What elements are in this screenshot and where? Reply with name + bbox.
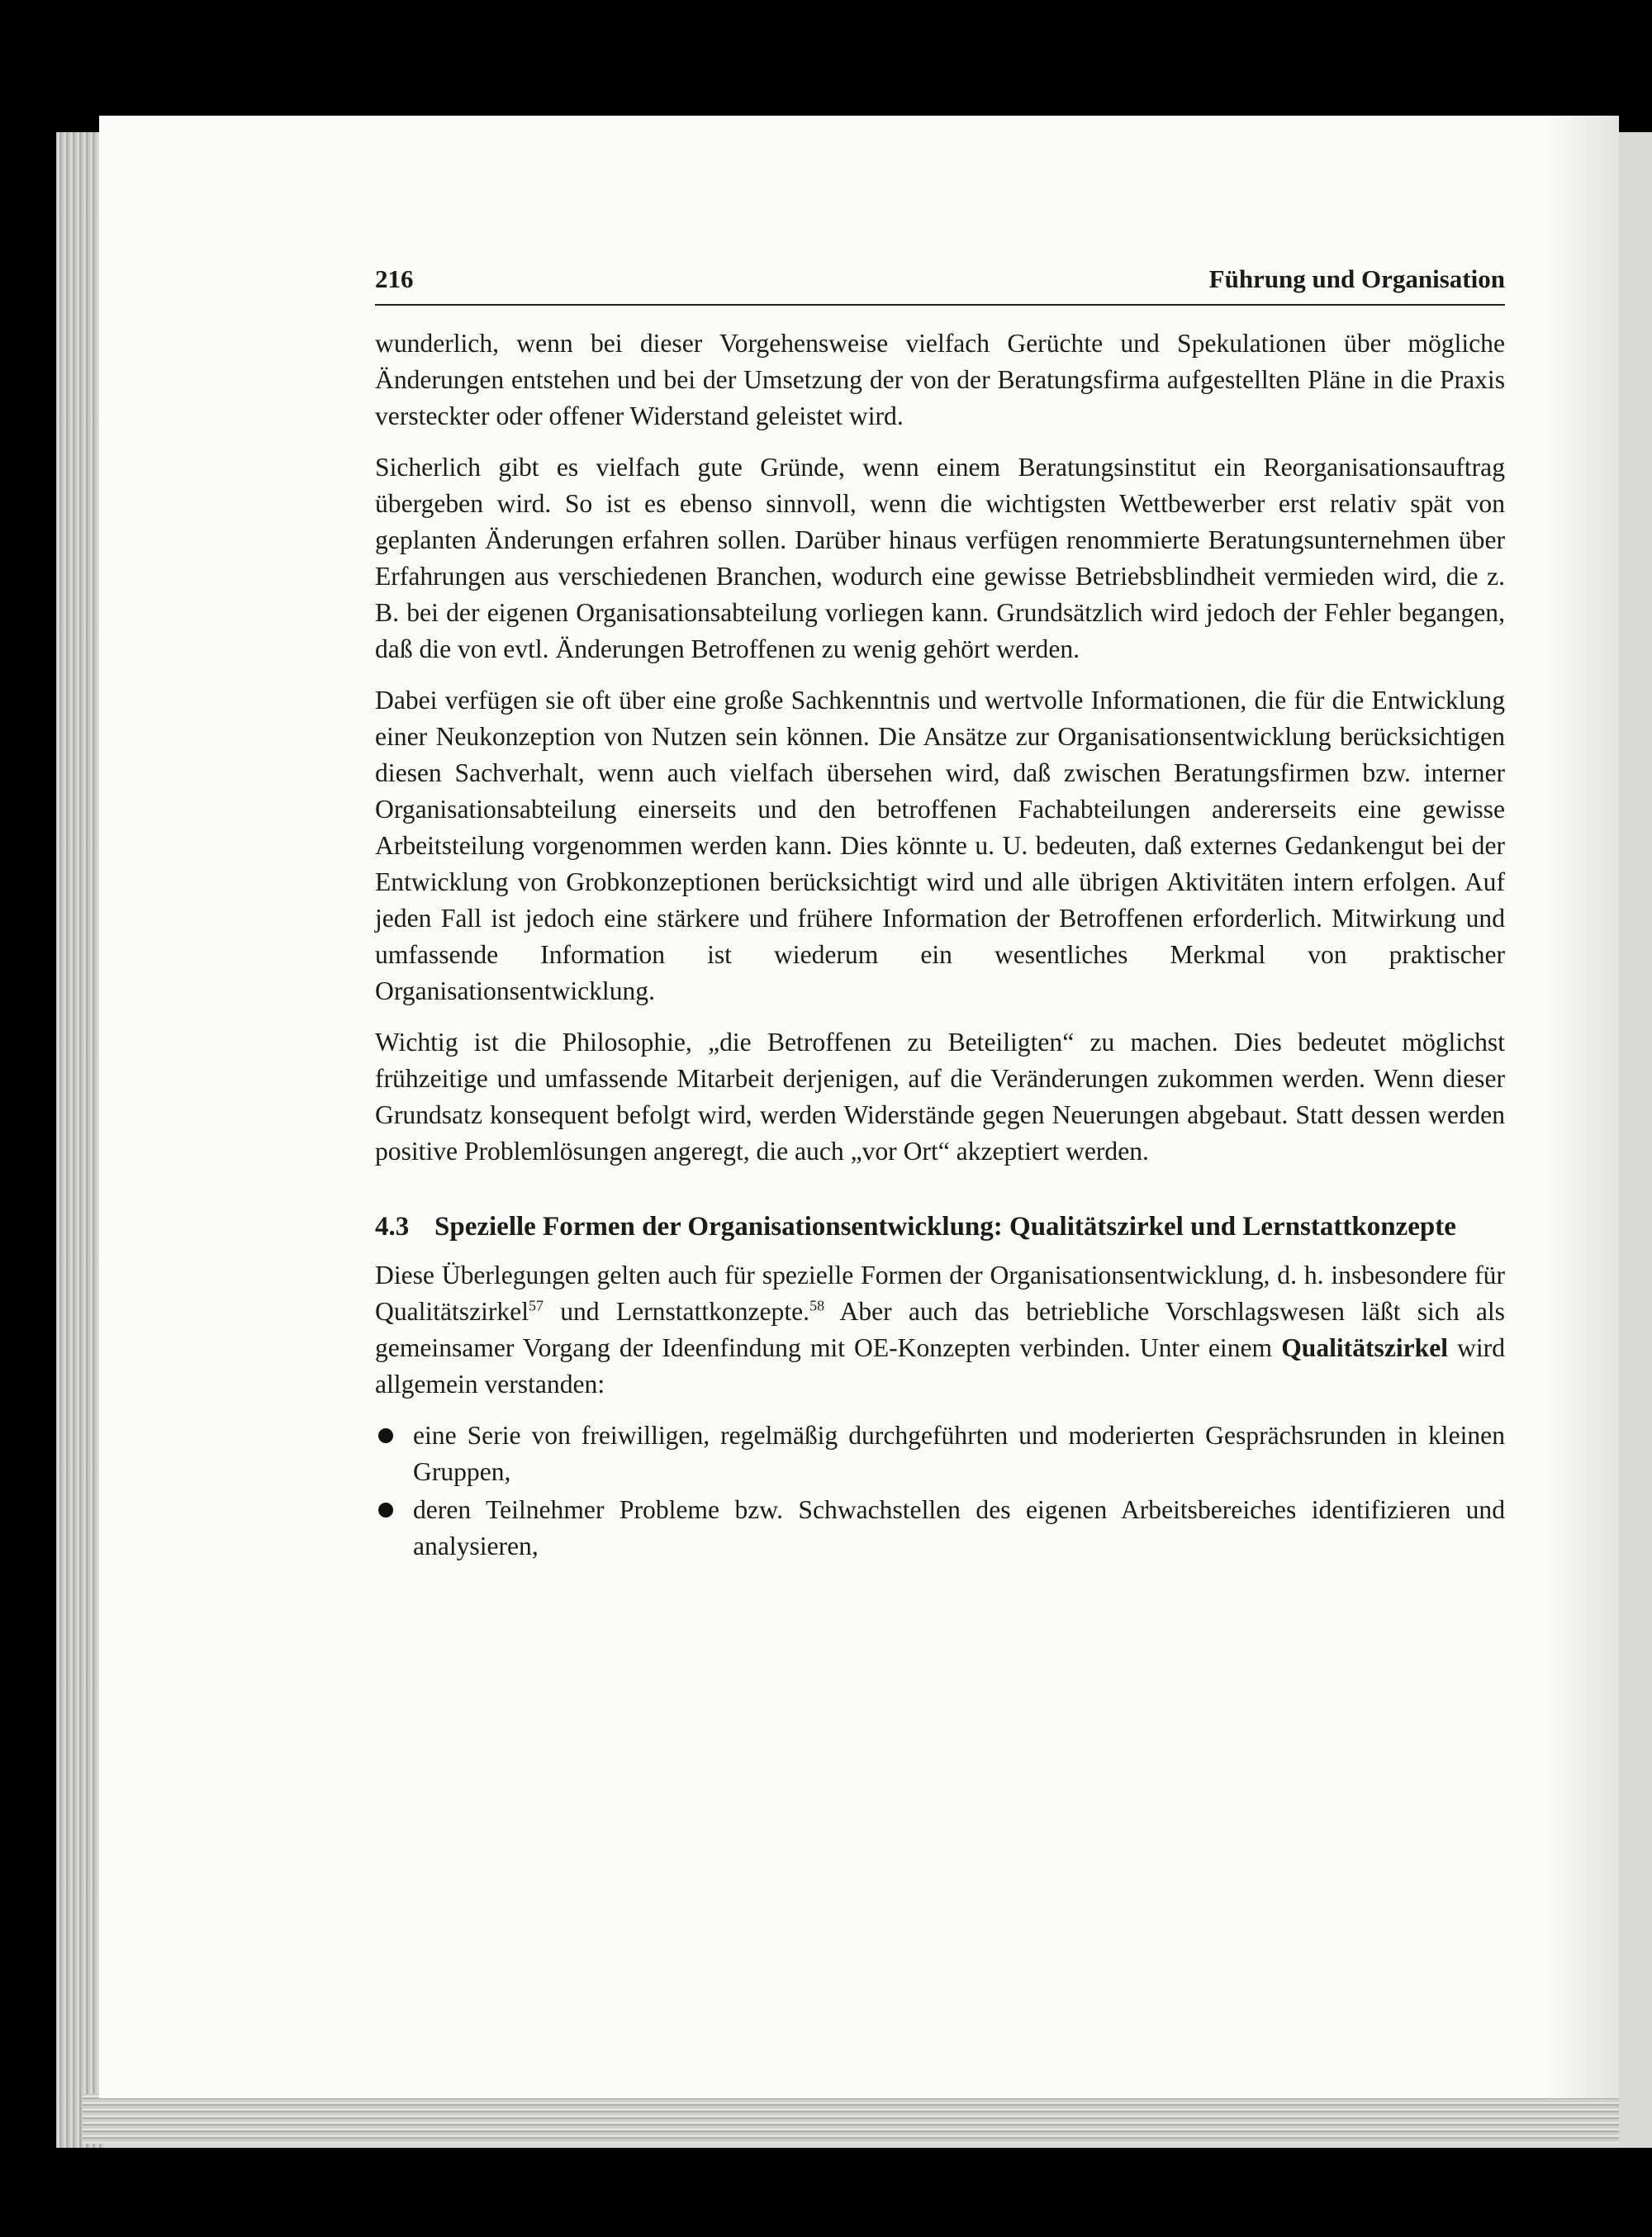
paragraph-2: Sicherlich gibt es vielfach gute Gründe, wenn einem Beratungsinstitut ein Reorganisationsauftrag übergeben wird. So ist es ebenso sinnvoll, wenn die wichtigsten Wettbewerber erst relativ spät von geplanten Änderungen erfahren sollen. Darüber hinaus verfügen renommierte Beratungsunternehmen über Erfahrungen aus verschiedenen Branchen, wodurch eine gewisse Betriebsblindheit vermieden wird, die z. B. bei der eigenen Organisationsabteilung vorliegen kann. Grundsätzlich wird jedoch der Fehler begangen, daß die von evtl. Änderungen Betroffenen zu wenig gehört werden. [375,453,1505,663]
gutter-shadow [1545,116,1619,2098]
paragraph-4: Wichtig ist die Philosophie, „die Betroffenen zu Beteiligten“ zu machen. Dies bedeutet möglichst frühzeitige und umfassende Mitarbeit derjenigen, auf die Veränderungen zukommen werden. Wenn dieser Grundsatz konsequent befolgt wird, werden Widerstände gegen Neuerungen abgebaut. Statt dessen werden positive Problemlösungen angeregt, die auch „vor Ort“ akzeptiert werden. [375,1028,1505,1166]
paragraph-1: wunderlich, wenn bei dieser Vorgehensweise vielfach Gerüchte und Spekulationen über mögliche Änderungen entstehen und bei der Umsetzung der von der Beratungsfirma aufgestellten Pläne in die Praxis versteckter oder offener Widerstand geleistet wird. [375,329,1505,430]
intro-text-2: und Lernstattkonzepte. [543,1297,810,1326]
paragraph-3: Dabei verfügen sie oft über eine große Sachkenntnis und wertvolle Informationen, die für die Entwicklung einer Neukonzeption von Nutzen sein können. Die Ansätze zur Organisationsentwicklung berücksichtigen diesen Sachverhalt, wenn auch vielfach übersehen wird, daß zwischen Beratungsfirmen bzw. interner Organisationsabteilung einerseits und den betroffenen Fachabteilungen andererseits eine gewisse Arbeitsteilung vorgenommen werden kann. Dies könnte u. U. bedeuten, daß externes Gedankengut bei der Entwicklung von Grobkonzeptionen berücksichtigt wird und alle übrigen Aktivitäten intern erfolgen. Auf jeden Fall ist jedoch eine stärkere und frühere Information der Betroffenen erforderlich. Mitwirkung und umfassende Information ist wiederum ein wesentliches Merkmal von praktischer Organisationsentwicklung. [375,686,1505,1005]
section-title: Spezielle Formen der Organisationsentwicklung: Qualitätszirkel und Lernstattkonzepte [434,1212,1456,1242]
list-item [375,1492,1505,1565]
intro-paragraph [375,1257,1505,1403]
body-text [375,325,1505,1170]
section-intro [375,1257,1505,1403]
bullet-icon [375,1418,413,1490]
bullet-list [375,1418,1505,1565]
list-item [375,1418,1505,1490]
bullet-icon [375,1492,413,1565]
list-item-text: eine Serie von freiwilligen, regelmäßig durchgeführten und moderierten Gesprächsrunden in kleinen Gruppen, [413,1421,1505,1486]
intro-text-3: Aber auch das betriebliche Vorschlagswesen läßt sich als gemeinsamer Vorgang der Ideenfindung mit OE-Konzepten verbinden. Unter einem [375,1297,1505,1362]
section-heading [375,1209,1505,1244]
page-number: 216 [375,264,414,293]
page-edges-bottom [83,2094,1619,2144]
intro-text-4: wird allgemein verstanden: [375,1333,1506,1399]
intro-text-1: Diese Überlegungen gelten auch für spezielle Formen der Organisationsentwicklung, d. h. insbesondere für Qualitätszirkel [375,1261,1505,1326]
running-title: Führung und Organisation [1208,264,1505,293]
footnote-ref-57: 57 [528,1297,544,1314]
footnote-ref-58: 58 [809,1297,825,1314]
page-edges-left [56,132,106,2148]
bold-term: Qualitätszirkel [1281,1333,1449,1362]
page-content [375,264,1505,1566]
running-head [375,264,1505,306]
section-number: 4.3 [375,1212,410,1242]
list-item-text: deren Teilnehmer Probleme bzw. Schwachstellen des eigenen Arbeitsbereiches identifizieren und analysieren, [413,1495,1505,1560]
